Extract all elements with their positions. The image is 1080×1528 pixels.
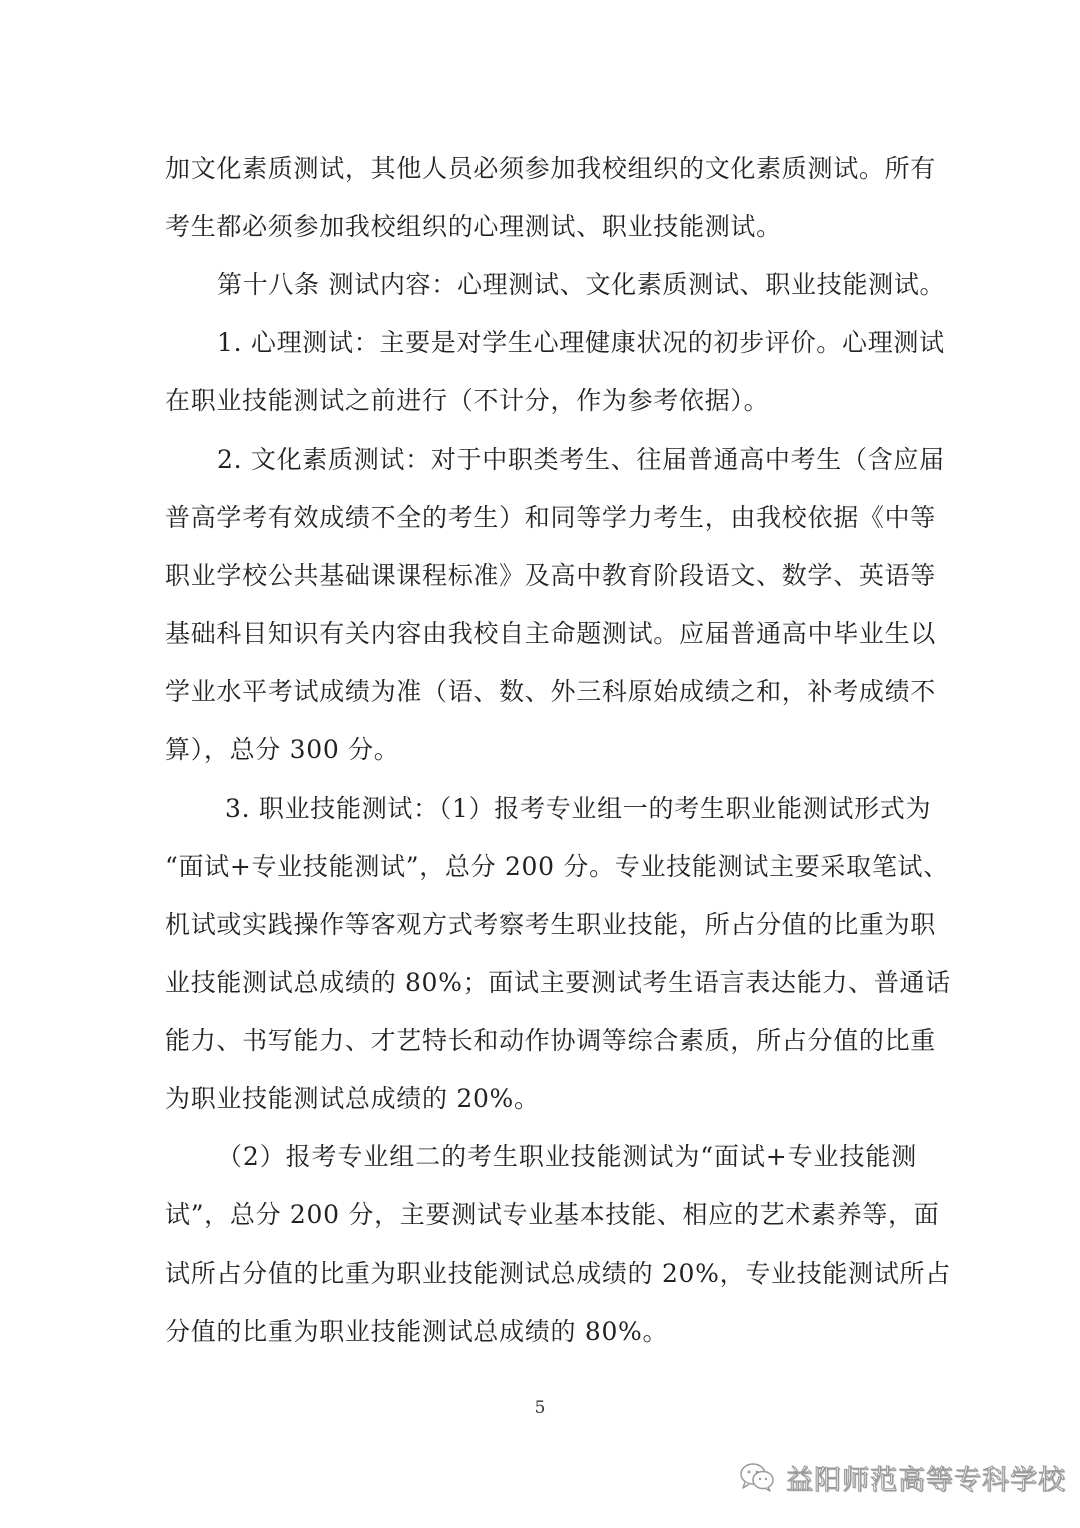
text-line: 3. 职业技能测试：（1）报考专业组一的考生职业能测试形式为	[225, 794, 932, 823]
text-line: 考生都必须参加我校组织的心理测试、职业技能测试。	[165, 212, 782, 241]
text-line: 试所占分值的比重为职业技能测试总成绩的 20%，专业技能测试所占	[165, 1259, 951, 1288]
text-line: 业技能测试总成绩的 80%；面试主要测试考生语言表达能力、普通话	[165, 968, 951, 997]
page-number: 5	[534, 1398, 546, 1418]
text-line: 基础科目知识有关内容由我校自主命题测试。应届普通高中毕业生以	[165, 619, 937, 648]
text-line: 职业学校公共基础课课程标准》及高中教育阶段语文、数学、英语等	[165, 561, 937, 590]
text-line: 学业水平考试成绩为准（语、数、外三科原始成绩之和，补考成绩不	[165, 677, 937, 706]
section-heading: 第十八条 测试内容：心理测试、文化素质测试、职业技能测试。	[217, 270, 946, 299]
text-line: （2）报考专业组二的考生职业技能测试为“面试+专业技能测	[217, 1142, 917, 1171]
text-line: 2. 文化素质测试：对于中职类考生、往届普通高中考生（含应届	[217, 445, 945, 474]
text-line: 分值的比重为职业技能测试总成绩的 80%。	[165, 1317, 669, 1346]
text-line: 普高学考有效成绩不全的考生）和同等学力考生，由我校依据《中等	[165, 503, 937, 532]
text-line: 为职业技能测试总成绩的 20%。	[165, 1084, 540, 1113]
watermark-text: 益阳师范高等专科学校	[786, 1464, 1066, 1496]
text-line: 能力、书写能力、才艺特长和动作协调等综合素质，所占分值的比重	[165, 1026, 937, 1055]
wechat-icon	[738, 1461, 776, 1493]
text-line: 1. 心理测试：主要是对学生心理健康状况的初步评价。心理测试	[217, 328, 945, 357]
text-line: 在职业技能测试之前进行（不计分，作为参考依据）。	[165, 386, 770, 415]
text-line: 机试或实践操作等客观方式考察考生职业技能，所占分值的比重为职	[165, 910, 937, 939]
text-line: 试”，总分 200 分，主要测试专业基本技能、相应的艺术素养等，面	[165, 1200, 940, 1229]
text-line: 加文化素质测试，其他人员必须参加我校组织的文化素质测试。所有	[165, 154, 937, 183]
watermark	[738, 1455, 1066, 1499]
text-line: 算），总分 300 分。	[165, 735, 400, 764]
text-line: “面试+专业技能测试”，总分 200 分。专业技能测试主要采取笔试、	[165, 852, 949, 881]
